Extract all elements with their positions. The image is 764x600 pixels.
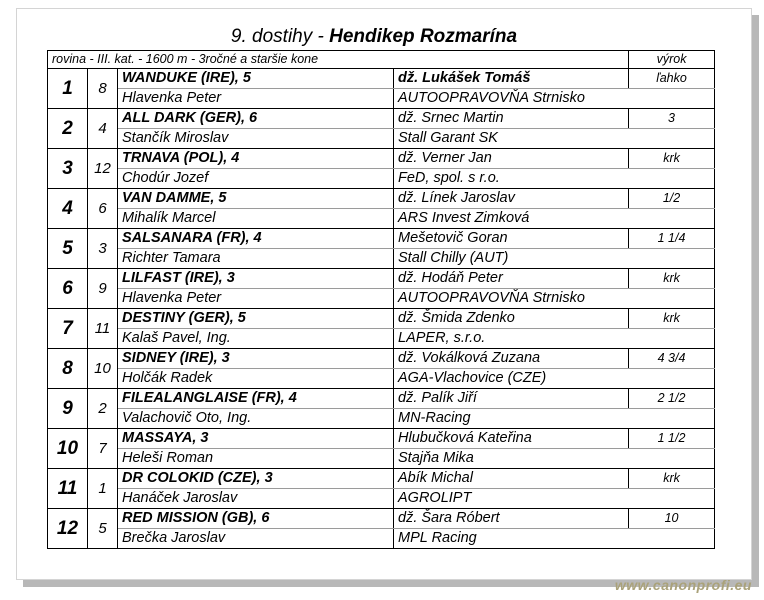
entry-row-detail [48,329,715,349]
margin: krk [629,149,715,169]
entry-row [48,389,715,409]
entry-row [48,109,715,129]
jockey: Brečka Jaroslav [118,529,394,549]
entry-row-detail [48,409,715,429]
start-number: 9 [88,269,118,309]
horse-name: SALSANARA (FR), 4 [118,229,394,249]
entry-row [48,429,715,449]
entry-row-detail [48,289,715,309]
owner: MN-Racing [394,409,715,429]
entry-row [48,189,715,209]
place: 12 [48,509,88,549]
place: 4 [48,189,88,229]
trainer: Mešetovič Goran [394,229,629,249]
results-table [47,50,715,549]
start-number: 4 [88,109,118,149]
horse-name: RED MISSION (GB), 6 [118,509,394,529]
horse-name: MASSAYA, 3 [118,429,394,449]
horse-name: DESTINY (GER), 5 [118,309,394,329]
trainer: dž. Lukášek Tomáš [394,69,629,89]
horse-name: LILFAST (IRE), 3 [118,269,394,289]
trainer: Abík Michal [394,469,629,489]
place: 9 [48,389,88,429]
place: 8 [48,349,88,389]
entry-row [48,69,715,89]
trainer: Hlubučková Kateřina [394,429,629,449]
jockey: Valachovič Oto, Ing. [118,409,394,429]
entry-row [48,269,715,289]
place: 11 [48,469,88,509]
owner: ARS Invest Zimková [394,209,715,229]
start-number: 1 [88,469,118,509]
jockey: Mihalík Marcel [118,209,394,229]
entry-row-detail [48,529,715,549]
owner: AUTOOPRAVOVŇA Strnisko [394,89,715,109]
start-number: 11 [88,309,118,349]
horse-name: FILEALANGLAISE (FR), 4 [118,389,394,409]
start-number: 6 [88,189,118,229]
entry-row-detail [48,489,715,509]
margin: 2 1/2 [629,389,715,409]
start-number: 5 [88,509,118,549]
place: 6 [48,269,88,309]
entry-row [48,149,715,169]
start-number: 12 [88,149,118,189]
race-number: 9. dostihy - [230,26,324,47]
place: 5 [48,229,88,269]
jockey: Hlavenka Peter [118,289,394,309]
owner: Stall Garant SK [394,129,715,149]
horse-name: DR COLOKID (CZE), 3 [118,469,394,489]
jockey: Holčák Radek [118,369,394,389]
race-conditions: rovina - III. kat. - 1600 m - 3ročné a staršie kone [48,51,629,69]
entry-row [48,309,715,329]
margin: 3 [629,109,715,129]
conditions-row [48,51,715,69]
start-number: 3 [88,229,118,269]
margin: 1/2 [629,189,715,209]
horse-name: TRNAVA (POL), 4 [118,149,394,169]
entry-row-detail [48,89,715,109]
margin: krk [629,309,715,329]
margin: krk [629,469,715,489]
owner: MPL Racing [394,529,715,549]
trainer: dž. Verner Jan [394,149,629,169]
entry-row [48,469,715,489]
jockey: Richter Tamara [118,249,394,269]
start-number: 8 [88,69,118,109]
entry-row-detail [48,169,715,189]
owner: AGROLIPT [394,489,715,509]
owner: Stajňa Mika [394,449,715,469]
owner: FeD, spol. s r.o. [394,169,715,189]
jockey: Kalaš Pavel, Ing. [118,329,394,349]
margin: 1 1/4 [629,229,715,249]
trainer: dž. Šmida Zdenko [394,309,629,329]
place: 7 [48,309,88,349]
horse-name: SIDNEY (IRE), 3 [118,349,394,369]
jockey: Stančík Miroslav [118,129,394,149]
trainer: dž. Srnec Martin [394,109,629,129]
place: 10 [48,429,88,469]
start-number: 2 [88,389,118,429]
margin: krk [629,269,715,289]
owner: Stall Chilly (AUT) [394,249,715,269]
entry-row-detail [48,369,715,389]
horse-name: ALL DARK (GER), 6 [118,109,394,129]
jockey: Hlavenka Peter [118,89,394,109]
margin: 1 1/2 [629,429,715,449]
jockey: Chodúr Jozef [118,169,394,189]
jockey: Heleši Roman [118,449,394,469]
entry-row [48,229,715,249]
trainer: dž. Hodáň Peter [394,269,629,289]
trainer: dž. Šara Róbert [394,509,629,529]
margin: 4 3/4 [629,349,715,369]
jockey: Hanáček Jaroslav [118,489,394,509]
result-header: výrok [629,51,715,69]
place: 3 [48,149,88,189]
owner: AGA-Vlachovice (CZE) [394,369,715,389]
entry-row [48,349,715,369]
margin: 10 [629,509,715,529]
race-title [30,25,718,49]
owner: LAPER, s.r.o. [394,329,715,349]
trainer: dž. Vokálková Zuzana [394,349,629,369]
entry-row-detail [48,209,715,229]
trainer: dž. Palík Jiří [394,389,629,409]
owner: AUTOOPRAVOVŇA Strnisko [394,289,715,309]
race-name: Hendikep Rozmarína [329,26,518,47]
entry-row [48,509,715,529]
entry-row-detail [48,249,715,269]
watermark: www.canonprofi.eu [614,577,752,593]
start-number: 7 [88,429,118,469]
horse-name: WANDUKE (IRE), 5 [118,69,394,89]
trainer: dž. Línek Jaroslav [394,189,629,209]
horse-name: VAN DAMME, 5 [118,189,394,209]
place: 1 [48,69,88,109]
margin: ľahko [629,69,715,89]
entry-row-detail [48,129,715,149]
start-number: 10 [88,349,118,389]
place: 2 [48,109,88,149]
entry-row-detail [48,449,715,469]
